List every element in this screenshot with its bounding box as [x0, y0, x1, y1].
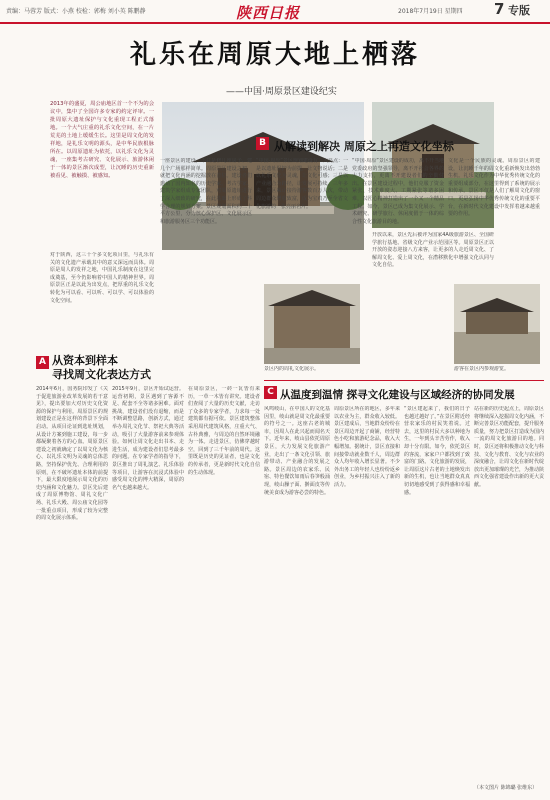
article-headline: 礼乐在周原大地上栖落: [129, 40, 420, 70]
photo-byline: （本文图片 陈锦璐 张维东）: [474, 785, 538, 791]
section-a-title-line1: 从资本到样本: [52, 354, 118, 367]
section-c-column-2: 周原景区所在的地区，多年来以农业为主，群众收入较低。景区建成后，当地群众纷纷在景区周边开起了商铺，经营特色小吃和旅游纪念品，收入大幅增加。据统计，景区直接和间接带动就业数千人，周边群众人均年收入增长显著。不少外出务工的年轻人也纷纷返乡创业，为乡村振兴注入了新的活力。: [334, 406, 400, 488]
article-subheadline: ——中国·周原景区建设纪实: [226, 87, 337, 97]
section-a-title-line2: 寻找周文化表达方式: [52, 368, 151, 381]
page-header: [0, 0, 550, 24]
header-rule: [0, 22, 550, 24]
section-c-rule: [264, 380, 544, 381]
section-b-column-3: “中国·周原”景区建设的成功，离不开当地党委政府的坚强领导，离不开社会各界的大力支持，更离不开建设者们的辛勤付出。在景区建设过程中，他们克服了资金紧张、技术难度大、工期紧张等诸多困难，以匠心精神打造出了一个又一个精品工程。如今，景区已成为集文化展示、学术研究、研学旅行、休闲度假于一体的综合性文化旅游目的地。: [352, 158, 444, 225]
section-a-column-2: 2015年9月，景区开始试运营。运营初期，景区遇到了客源不足、配套不全等诸多困难。面对挑战，建设者们没有退缩，而是不断调整思路，创新方式，通过举办周礼文化节、祭祀大典等活动，吸引了大量游客前来参观体验。如何让周文化走出书本、走进生活，成为建设者们思考最多的问题。在专家学者的指导下，景区推出了周礼演艺、礼乐体验等项目，让游客在沉浸式体验中感受周文化的博大精深，周原的名气也越来越大。: [112, 386, 184, 491]
section-a-column-3: 在周原景区，一砖一瓦皆有来历，一草一木皆有讲究。建设者们查阅了大量的历史文献，走访了众多的专家学者，力求每一处建筑都有据可依。景区建筑整体采用周代建筑风格，庄重大气、古朴典雅，与周边的自然环境融为一体。走进景区，仿佛穿越时空，回到了三千年前的周代。这里既是历史的见证者，也是文化的传承者，更是新时代文化自信的生动体现。: [188, 386, 260, 476]
section-b-column-1: 一座景区的建设，不只是修几座房子、建几个广场那样简单。周原景区建设之初，就把文化内涵的挖掘放在首位。建设者们邀请了国内知名的历史学家、考古学家、建筑学家组成专家团队，对周原遗址进行了深入细致的研究，在此基础上形成了科学合理的规划方案。景区规划面积约二十平方公里，分为核心保护区、文化展示区和旅游服务区三个功能区。: [160, 158, 252, 225]
lead-continuation: 对于陕西，这三十个多文化项目里，与礼乐有关的文化遗产承载其中的意义深远而具体。周原是周人的发祥之地，中国礼乐制度在这里完成奠基，至今仍影响着中国人的精神世界。周原景区正是以此为出发点，把厚重的礼乐文化转化为可以看、可以听、可以学、可以体验的文化空间。: [50, 252, 154, 304]
page-number: 7: [494, 0, 505, 18]
section-b-title: 从解读到解决 周原之上再造文化坐标: [274, 140, 454, 153]
newspaper-masthead: 陕西日报: [236, 4, 301, 22]
section-c-title: 从温度到温情 探寻文化建设与区域经济的协同发展: [280, 389, 515, 401]
editor-credits: 责编：马蓉芳 版式：小燕 校检：郭梅 刘小英 陈鹏静: [6, 8, 146, 15]
issue-date: 2018年7月19日 星期四: [398, 8, 463, 15]
photo-exhibition-hall: [264, 284, 360, 364]
photo-courtyard: [454, 284, 540, 364]
section-b-badge: B: [256, 137, 269, 150]
section-a-badge: A: [36, 356, 49, 369]
section-c-column-4: 站在新的历史起点上，周原景区将继续深入挖掘周文化内涵，不断完善景区功能配套，提升服务质量，努力把景区打造成为国内一流的周文化旅游目的地。同时，景区还将积极推动文化与科技、文化与教育、文化与农业的深度融合，让周文化在新时代绽放出更加璀璨的光芒，为推动陕西文化强省建设作出新的更大贡献。: [474, 406, 544, 488]
right-column-top-text: 开放以来，景区先后被评为国家4A级旅游景区、全国研学旅行基地、省级文化产业示范园区等。周原景区正以开放的姿态迎接八方来客，让更多的人走近周文化、了解周文化、爱上周文化，在潜移默化中增强文化认同与文化自信。: [372, 232, 494, 269]
caption-exhibition-hall: 景区内的周礼文化展示。: [264, 366, 320, 372]
section-b-column-4: 文化是一个民族的灵魂。周原景区的建设，让沉睡千年的周文化重新焕发出勃勃生机。礼乐文化作为中华优秀传统文化的重要组成部分，在这里得到了系统的展示和传承。景区不仅是人们了解周文化的窗口，更是弘扬中华优秀传统文化的重要平台，在新时代文化建设中发挥着越来越重要的作用。: [448, 158, 540, 218]
page-section: 专版: [508, 4, 530, 17]
article-lead: 2013年的盛夏，周公庙地区首一个不为的会议中，集中了全国许多专家的约定评审。一批周原大遗址保护与文化重现工程正式落地。一个大气庄重的礼乐文化空间，在一片荒芜的土地上缓缓生长。这里是周文化的发祥地，是礼乐文明的源头，是中华民族根脉所在。以周原遗址为依托，以礼乐文化为灵魂，一座集考古研究、文化展示、旅游休闲于一体的景区渐次成型，让沉睡的历史重新被看见、被触摸、被感知。: [50, 101, 154, 179]
section-c-column-1: 风鸣岐山，在中国人的文化基因里，岐山就是周文化最重要的符号之一。这座古老的城市，因周人在此兴起而闻名天下。近年来，岐山县依托周原景区，大力发展文化旅游产业，走出了一条文化引领、旅游带动、产业融合的发展之路。景区周边的农家乐、民宿、特色餐饮如雨后春笋般涌现，岐山臊子面、擀面皮等传统美食成为游客必尝的特色。: [264, 406, 330, 496]
caption-courtyard: 游客在景区内参观游览。: [454, 366, 510, 372]
section-a-column-1: 2014年6月，国务院印发了《关于促进旅游业改革发展的若干意见》，提出要加大对历史文化资源的保护与利用。周原景区的规划建设正是在这样的背景下全面启动。从项目论证到选址规划，从设计方案到施工建设，每一步都凝聚着各方的心血。周原景区建设之初就确定了以周文化为核心、以礼乐文明为灵魂的总体思路，坚持保护优先、合理利用的原则，在不破坏遗址本体的前提下，最大限度地展示周文化的历史内涵和文化魅力。景区先后建成了周原博物馆、周礼文化广场、礼乐大殿、周公庙文化园等一批重点项目，形成了较为完整的周文化展示体系。: [36, 386, 108, 522]
section-c-badge: C: [264, 386, 277, 399]
section-c-column-3: “景区建起来了，我们的日子也越过越好了。”在景区附近经营农家乐的村民笑着说。过去，这里的村民大多以种地为生，一年到头辛苦劳作，收入却十分有限。如今，依托景区的客流，家家户户都找到了致富的门路。文化旅游的发展，让周原这片古老的土地焕发出新的生机，也让当地群众真真切切地感受到了获得感和幸福感。: [404, 406, 470, 496]
section-b-column-2: “中国·周原”景区规划建设有三大亮点：一是以遗址保护为前提，让文物说话；二是以礼乐文化为灵魂，让文化可感；三是以产业融合为路径，让发展可持续。三年多来，景区累计接待游客数百万人次，带动周边群众增收致富，成为宝鸡乃至全省文化旅游的一张亮丽名片。: [256, 158, 348, 210]
